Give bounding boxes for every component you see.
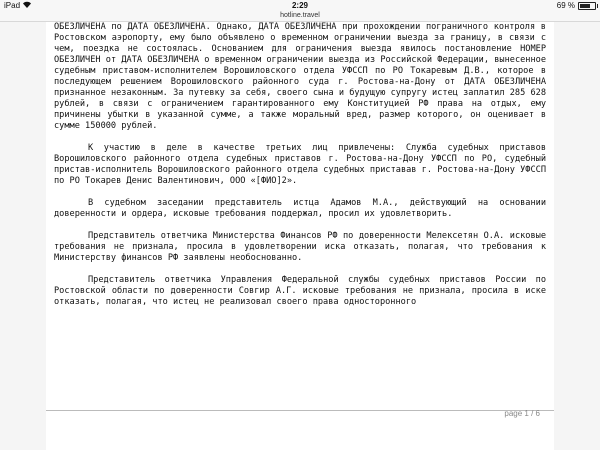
url-text: hotline.travel bbox=[280, 12, 320, 19]
paragraph: В судебном заседании представитель истца Адамов М.А., действующий на основании доверенности и ордера, исковые требования поддержал, просил их удовлетворить. bbox=[54, 198, 546, 219]
page-footer-divider bbox=[46, 410, 554, 411]
document-body bbox=[54, 22, 546, 319]
status-bar bbox=[0, 0, 600, 11]
battery-icon bbox=[578, 2, 596, 10]
battery-fill bbox=[580, 4, 590, 8]
battery-percent: 69 % bbox=[556, 1, 575, 10]
document-viewer[interactable] bbox=[0, 22, 600, 450]
clock: 2:29 bbox=[291, 1, 308, 10]
paragraph: Представитель ответчика Министерства Финансов РФ по доверенности Мелексетян О.А. исковые требования не признала, просила в удовлетворении иска отказать, полагая, что требования к Министерству финансов РФ заявлены необоснованно. bbox=[54, 231, 546, 263]
paragraph: К участию в деле в качестве третьих лиц привлечены: Служба судебных приставов Ворошиловского районного отдела судебных приставов г. Ростова-на-Дону УФССП по РО, судебный пристав-исполнитель Ворошиловского районного отдела судебных приставав г. Ростова-на-Дону УФССП по РО Токарев Денис Валентинович, ООО «[ФИО]2». bbox=[54, 143, 546, 186]
page-indicator: page 1 / 6 bbox=[504, 409, 540, 418]
document-page bbox=[46, 22, 554, 450]
paragraph: ОБЕЗЛИЧЕНА по ДАТА ОБЕЗЛИЧЕНА. Однако, ДАТА ОБЕЗЛИЧЕНА при прохождении пограничного контроля в Ростовском аэропорту, ему было объявлено о временном ограничении выезда за границу, в связи с чем, поездка не состоялась. Основанием для ограничения выезда явилось постановление НОМЕР ОБЕЗЛИЧЕН от ДАТА ОБЕЗЛИЧЕНА о временном ограничении выезда из Российской Федерации, вынесенное судебным приставом-исполнителем Ворошиловского отдела УФССП по РО Токаревым Д.В., которое в последующем решением Ворошиловского районного суда г. Ростова-на-Дону от ДАТА ОБЕЗЛИЧЕНА признанное незаконным. За путевку за себя, своего сына и будущую супругу истец заплатил 285 628 рублей, в связи с ограничением гарантированного ему Конституцией РФ права на отдых, ему причинены убытки в указанной сумме, а также моральный вред, размер которого, он оценивает в сумме 150000 рублей. bbox=[54, 22, 546, 131]
battery-indicator bbox=[557, 1, 596, 10]
device-name: iPad bbox=[4, 1, 21, 10]
paragraph: Представитель ответчика Управления Федеральной службы судебных приставов России по Ростовской области по доверенности Совгир А.Г. исковые требования не признала, просила в иске отказать, полагая, что истец не реализовал своего права односторонного bbox=[54, 275, 546, 307]
address-bar[interactable] bbox=[0, 11, 600, 22]
